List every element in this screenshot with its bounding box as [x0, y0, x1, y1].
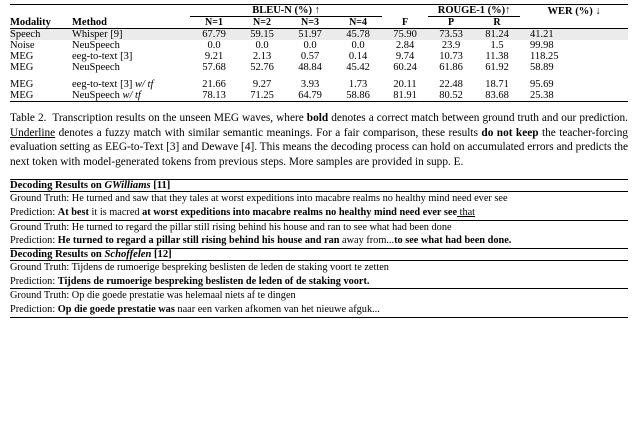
- cell-value: 0.0: [303, 40, 317, 51]
- prediction-label: Prediction:: [10, 275, 58, 287]
- ground-truth-label: Ground Truth:: [10, 193, 72, 205]
- cell-method: eeg-to-text [3]: [72, 51, 133, 62]
- cell-value: 25.38: [520, 90, 628, 102]
- prediction-seg: it is macred: [88, 206, 143, 218]
- cell-value: 57.68: [202, 62, 226, 73]
- col-n3: N=3: [286, 17, 334, 29]
- cell-value: 95.69: [530, 79, 554, 90]
- prediction-seg-bold: At best: [57, 206, 89, 218]
- cell-value: 58.86: [334, 90, 382, 102]
- cell-method: NeuSpeech: [72, 40, 120, 51]
- ground-truth-label: Ground Truth:: [10, 290, 72, 302]
- cell-value: 60.24: [393, 62, 417, 73]
- table-row: [10, 90, 628, 102]
- cell-value: 18.71: [485, 79, 509, 90]
- table-row: [10, 62, 628, 73]
- cell-modality: MEG: [10, 51, 34, 62]
- decoding-header-prefix: Decoding Results on: [10, 249, 105, 260]
- prediction-seg-bold: Op die goede prestatie was: [57, 304, 175, 316]
- cell-method: Whisper [9]: [72, 29, 190, 41]
- cell-value: 75.90: [382, 29, 428, 41]
- cell-value: 0.0: [351, 40, 365, 51]
- ground-truth-label: Ground Truth:: [10, 262, 72, 273]
- cell-value: 0.0: [207, 40, 221, 51]
- decoding-header-schoffelen: [10, 249, 628, 261]
- cell-value: 64.79: [286, 90, 334, 102]
- decoding-block: [10, 261, 628, 289]
- decoding-header-gwilliams: [10, 180, 628, 192]
- prediction-line: [10, 206, 628, 220]
- decoding-section-header: [10, 180, 628, 192]
- cell-value: 0.14: [348, 51, 368, 62]
- ground-truth-text: Op die goede prestatie was helemaal niets af te dingen: [71, 290, 296, 302]
- cell-value: 9.27: [252, 79, 272, 90]
- cell-value: 58.89: [530, 62, 554, 73]
- cell-value: 45.78: [334, 29, 382, 41]
- cell-value: 48.84: [298, 62, 322, 73]
- caption-part-underline: Underline: [10, 126, 56, 139]
- cell-value: 23.9: [441, 40, 461, 51]
- col-n1: N=1: [190, 17, 238, 29]
- cell-value: 3.93: [300, 79, 320, 90]
- cell-value: 83.68: [474, 90, 520, 102]
- prediction-seg-bold: Tijdens de rumoerige bespreking beslisten de leden of: [57, 275, 294, 287]
- cell-modality: MEG: [10, 62, 34, 73]
- ground-truth-line: [10, 261, 628, 275]
- decoding-section-header: [10, 249, 628, 261]
- cell-value: 21.66: [202, 79, 226, 90]
- cell-modality: MEG: [10, 90, 72, 102]
- cell-value: 20.11: [393, 79, 417, 90]
- group-header-bleu: BLEU-N (%) ↑: [190, 5, 382, 17]
- ground-truth-line: [10, 221, 628, 235]
- cell-method: eeg-to-text [3] w/ tf: [72, 79, 154, 90]
- cell-value: 1.5: [490, 40, 504, 51]
- cell-modality: Noise: [10, 40, 35, 51]
- ground-truth-text: He turned to regard the pillar still rising behind his house and ran to see what had been done: [71, 221, 452, 233]
- decoding-results-table: [10, 179, 628, 318]
- table-row: [10, 79, 628, 90]
- table-row: [10, 51, 628, 62]
- decoding-header-prefix: Decoding Results on: [10, 180, 105, 192]
- col-modality: Modality: [10, 17, 72, 29]
- decoding-block: [10, 220, 628, 248]
- caption-part: the teacher-forcing evaluation setting as EEG-to-Text [3] and Dewave [4]. This means the decoding process can hold on accumulated errors and predicts the next token with model-generated tokens from previous steps. More samples are provided in supp. E.: [10, 126, 628, 168]
- cell-modality: Speech: [10, 29, 72, 41]
- decoding-header-ref: [12]: [151, 249, 172, 260]
- cell-value: 61.86: [439, 62, 463, 73]
- col-n2: N=2: [238, 17, 286, 29]
- prediction-seg-bold: to see what had been done.: [394, 235, 512, 247]
- col-n4: N=4: [334, 17, 382, 29]
- cell-value: 78.13: [190, 90, 238, 102]
- prediction-label: Prediction:: [10, 304, 58, 316]
- decoding-block: [10, 289, 628, 317]
- decoding-block: [10, 192, 628, 220]
- cell-value: 51.97: [286, 29, 334, 41]
- cell-value: 9.74: [395, 51, 415, 62]
- results-table: [10, 4, 628, 102]
- cell-value: 2.13: [252, 51, 272, 62]
- prediction-label: Prediction:: [10, 235, 58, 247]
- prediction-line: [10, 303, 628, 317]
- prediction-seg-bold: He turned to regard a pillar still rising behind his house and ran: [57, 235, 340, 247]
- cell-value: 0.0: [255, 40, 269, 51]
- ground-truth-label: Ground Truth:: [10, 221, 72, 233]
- cell-value: 10.73: [439, 51, 463, 62]
- caption-part-bold: bold: [306, 112, 329, 124]
- ground-truth-text: He turned and saw that they tales at worst expeditions into macabre realms no healthy mind need ever see: [71, 193, 508, 205]
- prediction-seg-bold: at worst expeditions into macabre realms no healthy mind need ever see: [142, 206, 458, 218]
- prediction-line: [10, 234, 628, 248]
- table-caption: [10, 111, 628, 169]
- column-header-row: [10, 17, 628, 29]
- cell-modality: MEG: [10, 79, 34, 90]
- cell-value: 41.21: [520, 29, 628, 41]
- cell-method: NeuSpeech: [72, 62, 120, 73]
- group-header-row: [10, 5, 628, 17]
- col-f: F: [382, 17, 428, 29]
- ground-truth-line: [10, 289, 628, 303]
- cell-value: 61.92: [485, 62, 509, 73]
- table-row: [10, 40, 628, 51]
- cell-value: 45.42: [346, 62, 370, 73]
- cell-value: 59.15: [238, 29, 286, 41]
- cell-value: 81.91: [382, 90, 428, 102]
- cell-value: 67.79: [190, 29, 238, 41]
- cell-value: 71.25: [238, 90, 286, 102]
- col-r: R: [474, 17, 520, 29]
- table-row: [10, 29, 628, 41]
- caption-part: denotes a fuzzy match with similar semantic meanings. For a fair comparison, these results: [55, 126, 482, 139]
- caption-part: denotes a correct match between ground truth and our prediction.: [328, 112, 628, 124]
- cell-value: 2.84: [395, 40, 415, 51]
- caption-part: Transcription results on the unseen MEG waves, where: [52, 112, 307, 124]
- cell-value: 80.52: [428, 90, 474, 102]
- cell-value: 52.76: [250, 62, 274, 73]
- col-method: Method: [72, 17, 190, 29]
- cell-value: 9.21: [204, 51, 224, 62]
- ground-truth-line: [10, 192, 628, 206]
- group-header-wer: WER (%) ↓: [520, 5, 628, 17]
- cell-value: 118.25: [530, 51, 559, 62]
- prediction-line: [10, 275, 628, 289]
- col-p: P: [428, 17, 474, 29]
- cell-value: 99.98: [530, 40, 554, 51]
- cell-method: NeuSpeech w/ tf: [72, 90, 190, 102]
- col-wer: [520, 17, 628, 29]
- prediction-seg-bold: de staking voort.: [295, 275, 370, 287]
- cell-value: 1.73: [348, 79, 368, 90]
- prediction-seg-underline: that: [457, 206, 476, 218]
- group-header-rouge: ROUGE-1 (%)↑: [428, 5, 520, 17]
- cell-value: 0.57: [300, 51, 320, 62]
- prediction-seg: away from...: [339, 235, 395, 247]
- caption-part-bold: do not keep: [481, 126, 539, 139]
- cell-value: 81.24: [474, 29, 520, 41]
- prediction-seg: naar een varken afkomen van het nieuwe afguk...: [174, 304, 380, 316]
- decoding-header-dataset: GWilliams: [104, 180, 151, 192]
- ground-truth-text: Tijdens de rumoerige bespreking beslisten de leden de staking voort te zetten: [71, 262, 389, 273]
- decoding-header-ref: [11]: [150, 180, 171, 192]
- cell-value: 11.38: [485, 51, 509, 62]
- caption-label: Table 2.: [10, 112, 47, 124]
- cell-value: 22.48: [439, 79, 463, 90]
- cell-value: 73.53: [428, 29, 474, 41]
- prediction-label: Prediction:: [10, 206, 58, 218]
- decoding-header-dataset: Schoffelen: [104, 249, 152, 260]
